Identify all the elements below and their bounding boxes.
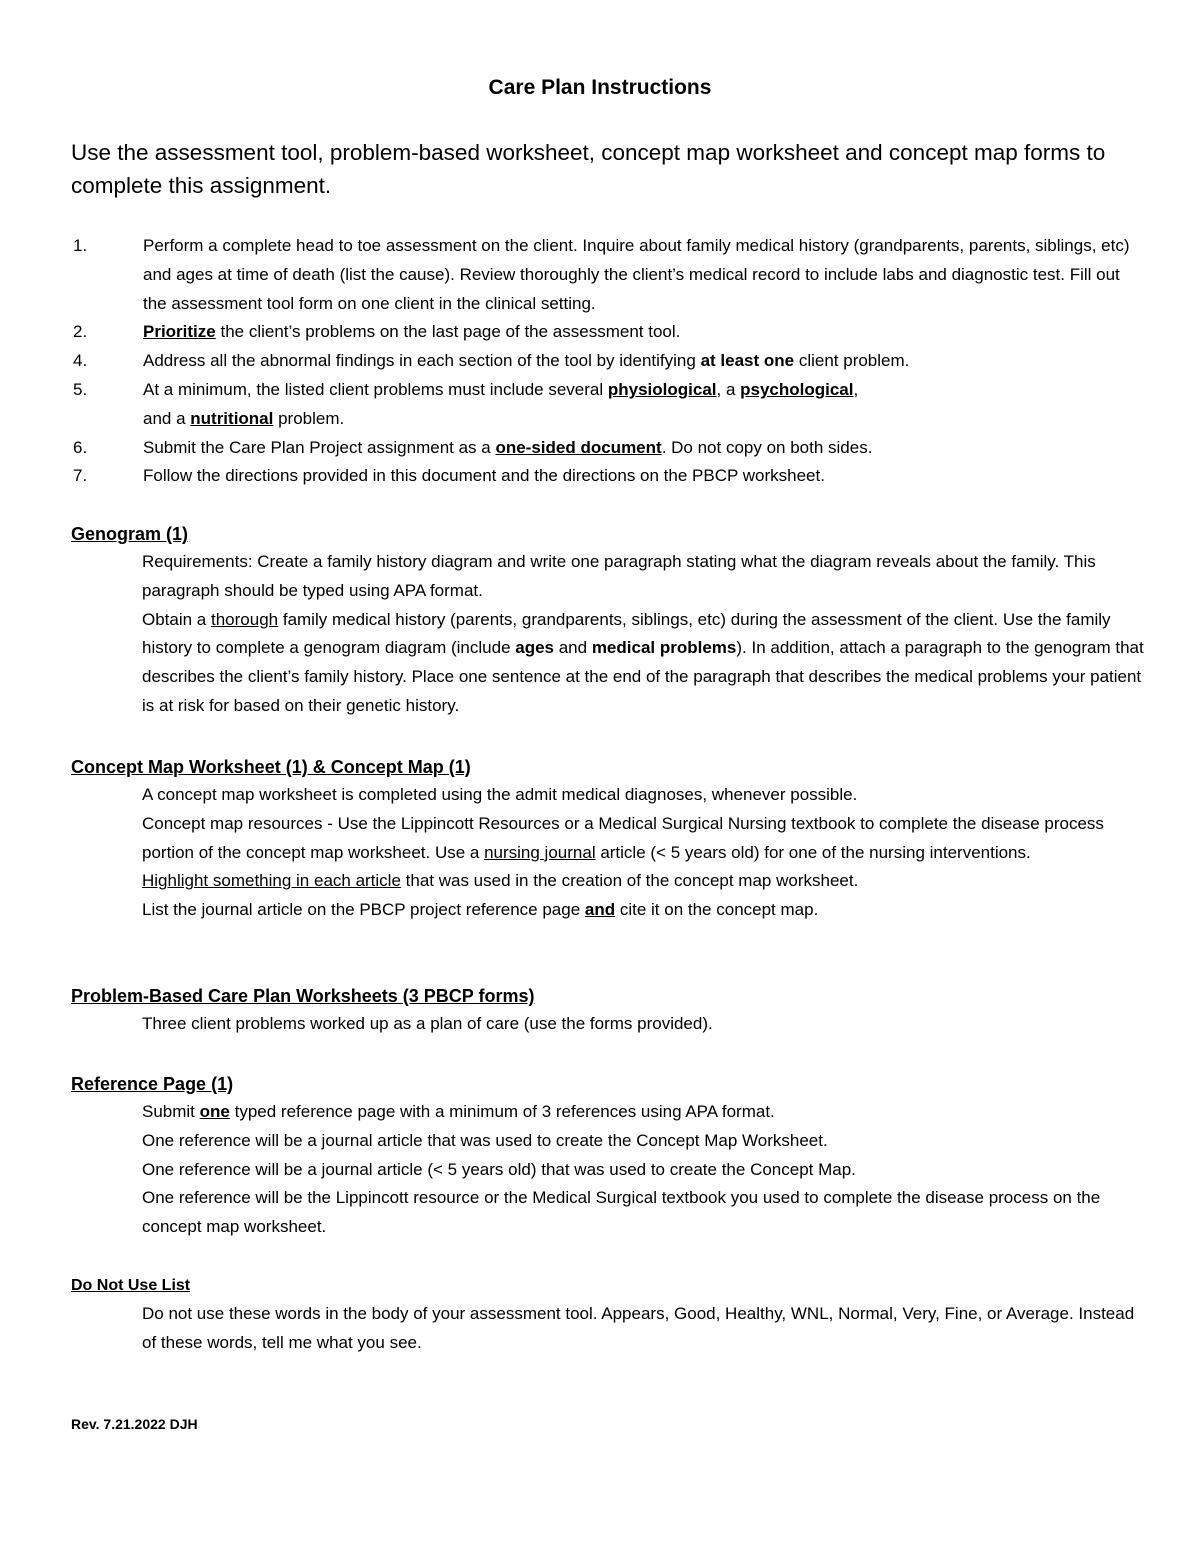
section-body bbox=[71, 1098, 1151, 1242]
concept-map-section bbox=[71, 753, 1151, 925]
paragraph: One reference will be a journal article (< 5 years old) that was used to create the Concept Map. bbox=[142, 1159, 856, 1179]
emphasis-text: nursing journal bbox=[484, 842, 596, 862]
emphasis-text: thorough bbox=[211, 609, 279, 629]
list-text: , bbox=[853, 379, 859, 399]
section-body bbox=[71, 548, 1151, 721]
list-number: 7. bbox=[73, 466, 88, 486]
paragraph bbox=[142, 867, 1151, 896]
list-number: 5. bbox=[73, 379, 88, 399]
paragraph: Three client problems worked up as a plan of care (use the forms provided). bbox=[142, 1014, 713, 1033]
emphasis-text: and bbox=[584, 900, 616, 920]
text-run: ). In addition, attach a paragraph to the genogram that describes the client’s family history. Place one sentence at the end of the paragraph that describes the medical problems your patient is at risk for based on their genetic history. bbox=[142, 638, 1144, 715]
emphasis-text: psychological bbox=[740, 379, 854, 399]
list-text: and a bbox=[143, 408, 191, 428]
intro-paragraph: Use the assessment tool, problem-based worksheet, concept map worksheet and concept map forms to complete this assignment. bbox=[71, 140, 1106, 198]
text-run: Obtain a bbox=[142, 609, 211, 629]
paragraph: One reference will be a journal article that was used to create the Concept Map Worksheet. bbox=[142, 1130, 828, 1150]
text-run: family medical history (parents, grandparents, siblings, etc) during the assessment of the client. Use the family history to complete a genogram diagram (include bbox=[142, 609, 1111, 658]
list-item bbox=[0, 434, 1143, 463]
section-body bbox=[71, 1010, 1151, 1039]
list-text: Address all the abnormal findings in each section of the tool by identifying bbox=[143, 351, 701, 371]
do-not-use-section bbox=[71, 1272, 1151, 1358]
list-item bbox=[0, 347, 1143, 376]
text-run: typed reference page with a minimum of 3 references using APA format. bbox=[229, 1102, 775, 1121]
text-run: List the journal article on the PBCP project reference page bbox=[142, 900, 585, 920]
paragraph: A concept map worksheet is completed using the admit medical diagnoses, whenever possible. bbox=[142, 785, 858, 804]
list-number: 4. bbox=[73, 351, 88, 371]
list-text: problem. bbox=[273, 408, 345, 428]
paragraph: Do not use these words in the body of your assessment tool. Appears, Good, Healthy, WNL, Normal, Very, Fine, or Average. Instead of these words, tell me what you see. bbox=[142, 1304, 1135, 1352]
emphasis-text: Highlight something in each article bbox=[142, 871, 401, 891]
list-text: client problem. bbox=[794, 351, 910, 371]
list-text: the client’s problems on the last page of the assessment tool. bbox=[215, 322, 681, 342]
paragraph: One reference will be the Lippincott resource or the Medical Surgical textbook you used to complete the disease process on the concept map worksheet. bbox=[142, 1188, 1101, 1237]
list-number: 6. bbox=[73, 437, 88, 457]
list-item bbox=[0, 232, 1143, 318]
pbcp-section bbox=[71, 982, 1151, 1039]
list-text: . Do not copy on both sides. bbox=[661, 437, 873, 457]
emphasis-text: one-sided document bbox=[495, 437, 662, 457]
section-heading: Do Not Use List bbox=[71, 1277, 191, 1294]
emphasis-text: medical problems bbox=[591, 638, 737, 658]
emphasis-text: physiological bbox=[607, 379, 717, 399]
paragraph: Requirements: Create a family history diagram and write one paragraph stating what the diagram reveals about the family. This paragraph should be typed using APA format. bbox=[142, 552, 1096, 600]
list-text: , a bbox=[716, 379, 741, 399]
page-title: Care Plan Instructions bbox=[488, 76, 712, 99]
text-run: cite it on the concept map. bbox=[615, 900, 819, 920]
reference-section bbox=[71, 1070, 1151, 1242]
emphasis-text: ages bbox=[515, 638, 554, 658]
emphasis-text: nutritional bbox=[190, 408, 274, 428]
paragraph bbox=[142, 606, 1151, 721]
list-item bbox=[0, 318, 1143, 347]
text-run: Submit bbox=[142, 1102, 200, 1121]
section-heading: Concept Map Worksheet (1) & Concept Map (1) bbox=[71, 757, 471, 777]
emphasis-text: Prioritize bbox=[143, 322, 216, 342]
text-run: Concept map resources - Use the Lippincott Resources or a Medical Surgical Nursing textbook to complete the disease process portion of the concept map worksheet. Use a bbox=[142, 813, 1104, 862]
genogram-section bbox=[71, 520, 1151, 721]
emphasis-text: at least one bbox=[700, 351, 795, 371]
text-run: that was used in the creation of the concept map worksheet. bbox=[400, 871, 859, 891]
section-body bbox=[71, 781, 1151, 925]
section-heading: Genogram (1) bbox=[71, 524, 189, 544]
paragraph bbox=[142, 810, 1151, 868]
paragraph bbox=[142, 1098, 1151, 1127]
list-item bbox=[0, 376, 1143, 434]
emphasis-text: one bbox=[199, 1102, 230, 1121]
instruction-list bbox=[0, 232, 1200, 491]
section-heading: Problem-Based Care Plan Worksheets (3 PBCP forms) bbox=[71, 986, 535, 1006]
list-text: Follow the directions provided in this document and the directions on the PBCP worksheet. bbox=[143, 466, 825, 486]
list-number: 2. bbox=[73, 322, 88, 342]
text-run: article (< 5 years old) for one of the nursing interventions. bbox=[595, 842, 1031, 862]
paragraph bbox=[142, 896, 1151, 925]
list-text: Perform a complete head to toe assessment on the client. Inquire about family medical history (grandparents, parents, siblings, etc) and ages at time of death (list the cause). Review thoroughly the client’s medical record to include labs and diagnostic test. Fill out the assessment tool form on one client in the clinical setting. bbox=[143, 236, 1130, 313]
text-run: and bbox=[554, 638, 592, 658]
list-number: 1. bbox=[73, 236, 88, 255]
list-text: Submit the Care Plan Project assignment as a bbox=[143, 437, 496, 457]
revision-footer: Rev. 7.21.2022 DJH bbox=[71, 1416, 198, 1432]
list-item bbox=[0, 462, 1143, 491]
section-body bbox=[71, 1300, 1151, 1358]
list-text: At a minimum, the listed client problems must include several bbox=[143, 379, 608, 399]
section-heading: Reference Page (1) bbox=[71, 1074, 234, 1094]
